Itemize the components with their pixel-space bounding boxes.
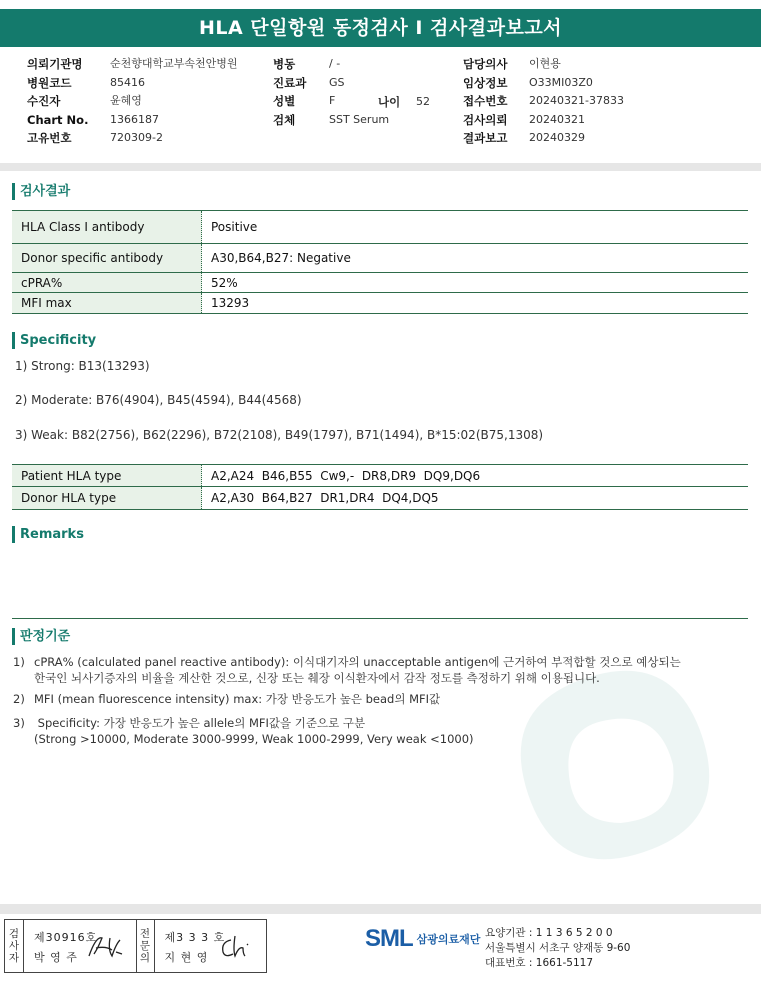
sml-logo <box>365 925 480 953</box>
header-row <box>27 74 238 93</box>
hla-type-table <box>12 464 748 510</box>
header-label: 고유번호 <box>27 131 72 145</box>
specificity-line: 2) Moderate: B76(4904), B45(4594), B44(4568) <box>15 393 302 407</box>
age-label: 나이 <box>378 94 401 109</box>
table-label: Donor specific antibody <box>12 244 202 272</box>
specialist-cell <box>155 920 267 972</box>
header-label: 결과보고 <box>463 131 508 145</box>
header-label: Chart No. <box>27 112 89 127</box>
header-value: 윤혜영 <box>110 94 142 107</box>
label-char: 자 <box>8 952 20 964</box>
table-value: A30,B64,B27: Negative <box>211 251 351 265</box>
info-line: 서울특별시 서초구 양재동 9-60 <box>485 942 631 954</box>
header-label: 진료과 <box>273 75 307 90</box>
criteria-num: 2) <box>13 692 25 706</box>
header-label: 수진자 <box>27 94 61 108</box>
header-label: 성별 <box>273 94 296 108</box>
header-row <box>463 111 624 130</box>
header-row <box>27 111 238 130</box>
header-value: 20240321 <box>529 112 585 126</box>
info-line: 요양기관 : 1 1 3 6 5 2 0 0 <box>485 927 613 939</box>
header-divider <box>0 163 761 171</box>
remarks-section-title: Remarks <box>12 526 84 543</box>
header-label: 의뢰기관명 <box>27 57 83 71</box>
table-value: 52% <box>211 276 238 290</box>
specificity-line: 1) Strong: B13(13293) <box>15 359 150 373</box>
examiner-name: 박 영 주 <box>34 951 78 964</box>
header-label: 임상정보 <box>463 75 508 90</box>
examiner-label <box>5 920 24 972</box>
table-row <box>12 244 748 273</box>
table-label: MFI max <box>12 293 202 313</box>
header-col-3 <box>463 55 624 148</box>
table-label: cPRA% <box>12 273 202 292</box>
header-row <box>463 74 624 93</box>
header-row <box>463 92 624 111</box>
label-char: 문 <box>139 940 151 952</box>
header-value: 순천향대학교부속천안병원 <box>110 57 238 70</box>
header-value: / - <box>329 57 341 70</box>
header-value: 20240321-37833 <box>529 94 624 107</box>
header-value: 이현용 <box>529 57 561 70</box>
table-row <box>12 465 748 487</box>
examiner-cell <box>24 920 136 972</box>
criteria-item <box>13 692 440 708</box>
header-row <box>273 55 389 74</box>
signature-box <box>4 919 267 973</box>
table-value: A2,A30 B64,B27 DR1,DR4 DQ4,DQ5 <box>211 491 439 505</box>
specialist-name: 지 현 영 <box>164 951 209 964</box>
header-value: O33MI03Z0 <box>529 75 593 89</box>
header-label: 검체 <box>273 112 296 127</box>
header-row <box>463 129 624 148</box>
table-row <box>12 273 748 293</box>
header-value: 1366187 <box>110 112 159 126</box>
header-value: 20240329 <box>529 131 585 144</box>
table-value: Positive <box>211 220 258 234</box>
header-col-2 <box>273 55 389 129</box>
label-char: 의 <box>139 952 151 964</box>
header-col-1 <box>27 55 238 148</box>
report-title: HLA 단일항원 동정검사 I 검사결과보고서 <box>0 9 761 47</box>
criteria-text: (Strong >10000, Moderate 3000-9999, Weak 1000-2999, Very weak <1000) <box>34 731 474 746</box>
label-char: 사 <box>8 940 20 952</box>
table-label: Donor HLA type <box>12 487 202 509</box>
criteria-text: 한국인 뇌사기증자의 비율을 계산한 것으로, 신장 또는 췌장 이식환자에서 감작 정도를 측정하기 위해 이용됩니다. <box>34 670 600 685</box>
header-value: 85416 <box>110 75 145 89</box>
header-label: 검사의뢰 <box>463 112 508 127</box>
criteria-item <box>13 655 681 686</box>
logo-text: SML <box>365 925 413 952</box>
table-row <box>12 487 748 509</box>
logo-name: 삼광의료재단 <box>416 933 481 946</box>
header-row <box>27 92 238 111</box>
age-value: 52 <box>416 94 430 108</box>
header-value: SST Serum <box>329 112 390 126</box>
specialist-license: 제3 3 3 호 <box>164 931 226 944</box>
header-value: GS <box>329 75 345 89</box>
header-label: 접수번호 <box>463 94 508 108</box>
table-value: 13293 <box>211 296 250 310</box>
table-value: A2,A24 B46,B55 Cw9,- DR8,DR9 DQ9,DQ6 <box>211 469 481 483</box>
criteria-text: MFI (mean fluorescence intensity) max: 가장 반응도가 높은 bead의 MFI값 <box>34 692 441 706</box>
criteria-section-title: 판정기준 <box>12 628 70 645</box>
criteria-text: Specificity: 가장 반응도가 높은 allele의 MFI값을 기준으로 구분 <box>34 716 366 730</box>
header-label: 병동 <box>273 57 296 71</box>
examiner-license: 제30916호 <box>34 931 98 944</box>
header-value: 720309-2 <box>110 131 163 144</box>
institution-info <box>485 926 630 971</box>
header-row <box>27 129 238 148</box>
table-label: Patient HLA type <box>12 465 202 486</box>
header-label: 병원코드 <box>27 75 72 90</box>
label-char: 전 <box>139 928 151 940</box>
header-row <box>27 55 238 74</box>
specificity-section-title: Specificity <box>12 332 96 349</box>
table-label: HLA Class I antibody <box>12 211 202 243</box>
footer-divider <box>0 904 761 914</box>
table-row <box>12 293 748 313</box>
specialist-signature-icon <box>217 932 253 962</box>
header-row <box>273 74 389 93</box>
header-value: F <box>329 94 336 107</box>
criteria-item <box>13 716 474 747</box>
label-char: 검 <box>8 928 20 940</box>
criteria-text: cPRA% (calculated panel reactive antibody): 이식대기자의 unacceptable antigen에 근거하여 부적합할 것으로 예상되는 <box>34 655 681 669</box>
table-row <box>12 211 748 244</box>
results-table <box>12 210 748 314</box>
examiner-signature-icon <box>86 932 126 962</box>
results-section-title: 검사결과 <box>12 183 70 200</box>
header-row <box>273 92 389 111</box>
criteria-num: 1) <box>13 655 25 669</box>
specificity-line: 3) Weak: B82(2756), B62(2296), B72(2108), B49(1797), B71(1494), B*15:02(B75,1308) <box>15 428 544 442</box>
info-line: 대표번호 : 1661-5117 <box>485 957 594 969</box>
remarks-divider <box>12 618 748 619</box>
specialist-label <box>136 920 155 972</box>
header-row <box>463 55 624 74</box>
header-label: 담당의사 <box>463 57 508 71</box>
header-row <box>273 111 389 130</box>
criteria-num: 3) <box>13 716 25 730</box>
